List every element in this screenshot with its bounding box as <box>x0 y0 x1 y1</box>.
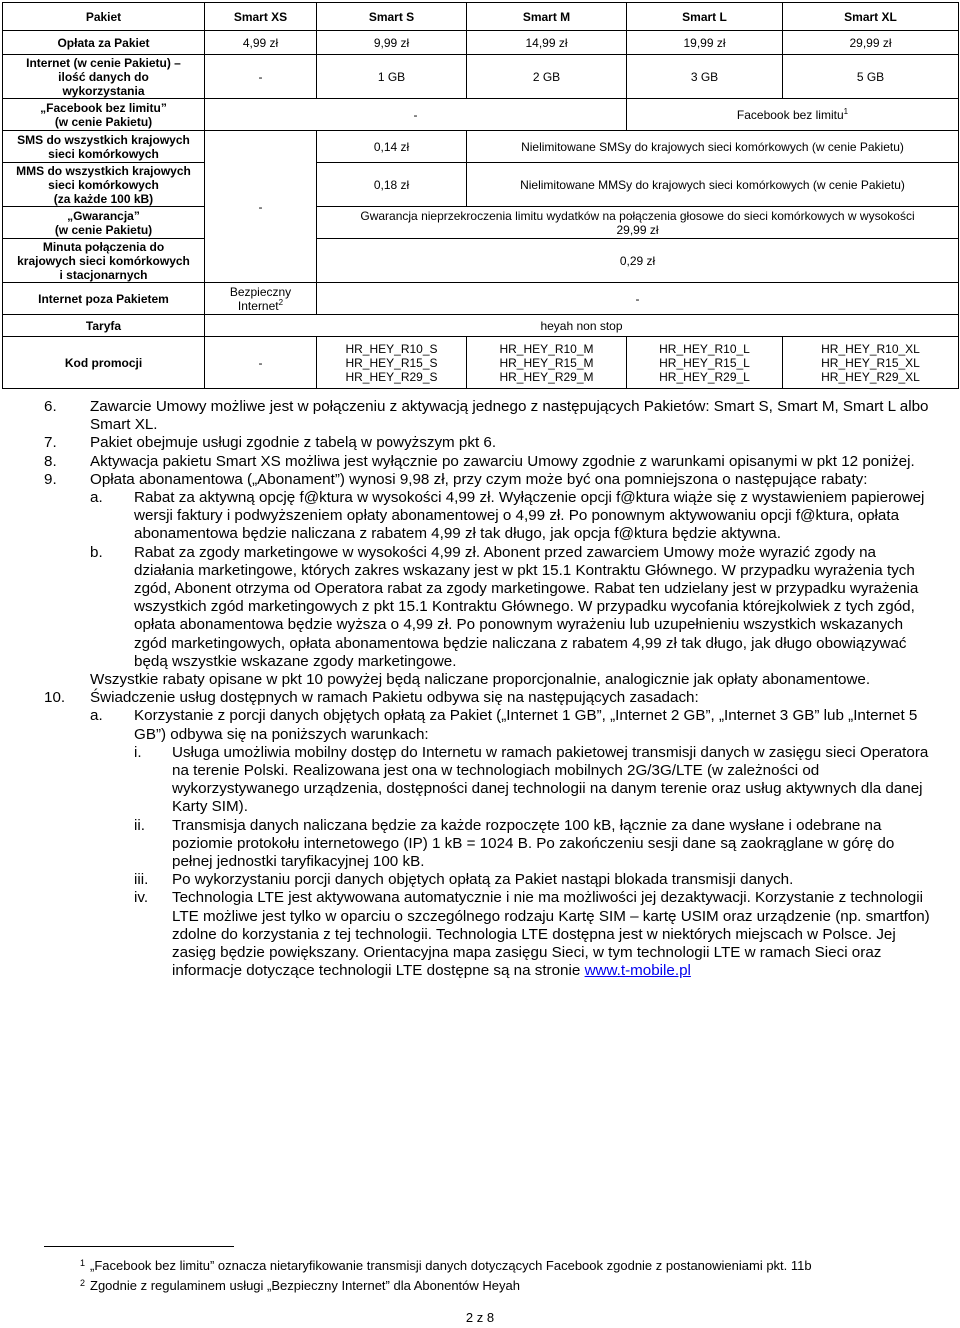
point-letter: b. <box>90 543 103 561</box>
table-cell <box>205 283 317 315</box>
table-row-minuta <box>3 239 959 283</box>
table-cell: HR_HEY_R10_XL HR_HEY_R15_XL HR_HEY_R29_XL <box>783 337 959 389</box>
point-6 <box>44 398 934 434</box>
table-cell: 14,99 zł <box>467 31 627 55</box>
table-cell: - <box>205 99 627 131</box>
point-text: Pakiet obejmuje usługi zgodnie z tabelą w powyższym pkt 6. <box>90 434 497 452</box>
footnote-text: „Facebook bez limitu” oznacza nietaryfikowanie transmisji danych dotyczących Facebook zgodnie z postanowieniami pkt. 11b <box>90 1258 812 1273</box>
point-letter: i. <box>134 743 142 761</box>
table-cell: heyah non stop <box>205 315 959 337</box>
point-text: Rabat za aktywną opcję f@ktura w wysokości 4,99 zł. Wyłączenie opcji f@ktura wiąże się z wystawieniem papierowej wersji faktury i podwyższeniem opłaty abonamentowej o 4,99 zł. Po ponownym aktywowaniu opcji f@ktura, opłata abonamentowa będzie naliczana z rabatem 4,99 zł tak długo, jak opcja f@ktura będzie aktywna. <box>134 489 925 543</box>
row-label: „Gwarancja” (w cenie Pakietu) <box>3 207 205 239</box>
point-text: Zawarcie Umowy możliwe jest w połączeniu z aktywacją jednego z następujących Pakietów: Smart S, Smart M, Smart L albo Smart XL. <box>90 398 929 434</box>
header-cell: Smart S <box>317 3 467 31</box>
row-label: „Facebook bez limitu” (w cenie Pakietu) <box>3 99 205 131</box>
point-9 <box>44 471 934 489</box>
table-cell: HR_HEY_R10_L HR_HEY_R15_L HR_HEY_R29_L <box>627 337 783 389</box>
table-row-facebook <box>3 99 959 131</box>
terms-text <box>44 398 934 981</box>
table-row-internet-poza <box>3 283 959 315</box>
row-label: Taryfa <box>3 315 205 337</box>
row-label: MMS do wszystkich krajowych sieci komórkowych (za każde 100 kB) <box>3 163 205 207</box>
table-cell: HR_HEY_R10_M HR_HEY_R15_M HR_HEY_R29_M <box>467 337 627 389</box>
header-cell: Smart M <box>467 3 627 31</box>
point-text: Usługa umożliwia mobilny dostęp do Internetu w ramach pakietowej transmisji danych w zasięgu sieci Operatora na terenie Polski. Realizowana jest ona w technologiach mobilnych 2G/3G/LTE (w zależności od wykorzystywanego urządzenia, dostępności danej technologii na danym terenie oraz usług aktywnych dla danej Karty SIM). <box>172 743 929 816</box>
point-10a-ii <box>134 817 934 872</box>
facebook-text: Facebook bez limitu <box>736 107 844 122</box>
header-cell: Smart L <box>627 3 783 31</box>
point-9b <box>90 544 934 671</box>
row-label: Internet (w cenie Pakietu) – ilość danych do wykorzystania <box>3 55 205 99</box>
table-cell: Nielimitowane MMSy do krajowych sieci komórkowych (w cenie Pakietu) <box>467 163 959 207</box>
point-text: Opłata abonamentowa („Abonament”) wynosi 9,98 zł, przy czym może być ona pomniejszona o następujące rabaty: <box>90 470 868 488</box>
point-10 <box>44 689 934 707</box>
point-10a-iv <box>134 889 934 980</box>
table-cell: - <box>317 283 959 315</box>
table-row-gwarancja <box>3 207 959 239</box>
point-text: Rabat za zgody marketingowe w wysokości 4,99 zł. Abonent przed zawarciem Umowy może wyrazić zgody na działania marketingowe, których zakres wskazany jest w pkt 15.1 Kontraktu Głównego. W przypadku wyrażenia tych zgód, Abonent otrzyma od Operatora rabat za zgody marketingowe. Rabat ten udzielany jest w przypadku wyrażenia wszystkich zgód marketingowych z pkt 15.1 Kontraktu Głównego. W przypadku wycofania którejkolwiek z tych zgód, opłata abonamentowa będzie wyższa o 4,99 zł. Po ponownym wyrażeniu lub uzupełnieniu wszystkich wskazanych zgód marketingowych, opłata abonamentowa będzie naliczana z rabatem 4,99 zł tak długo, jak długo obowiązywać będą wszystkie wskazane zgody marketingowe. <box>134 543 919 670</box>
table-header-row <box>3 3 959 31</box>
point-letter: iv. <box>134 889 149 907</box>
table-cell: 0,29 zł <box>317 239 959 283</box>
point-10a <box>90 707 934 743</box>
point-letter: ii. <box>134 816 145 834</box>
header-cell: Smart XS <box>205 3 317 31</box>
point-number: 10. <box>44 689 66 707</box>
point-number: 9. <box>44 470 57 488</box>
point-text: Aktywacja pakietu Smart XS możliwa jest wyłącznie po zawarciu Umowy zgodnie z warunkami opisanymi w pkt 12 poniżej. <box>90 452 915 470</box>
table-row-mms <box>3 163 959 207</box>
table-row-data <box>3 55 959 99</box>
row-label: Internet poza Pakietem <box>3 283 205 315</box>
footnote-number: 2 <box>80 1278 86 1288</box>
table-cell: - <box>205 55 317 99</box>
point-text: Korzystanie z porcji danych objętych opłatą za Pakiet („Internet 1 GB”, „Internet 2 GB”, „Internet 3 GB” lub „Internet 5 GB”) odbywa się na poniższych warunkach: <box>134 707 918 743</box>
table-cell: 2 GB <box>467 55 627 99</box>
point-text: Technologia LTE jest aktywowana automatycznie i nie ma możliwości jej dezaktywacji. Korzystanie z technologii LTE możliwe jest tylko w oparciu o szczególnego rodzaju Kartę SIM – kartę USIM oraz urządzenie (np. smartfon) zdolne do korzystania z tej technologii. Technologia LTE dostępna jest w niektórych miejscach w Polsce. Jej zasięg będzie powiększany. Orientacyjna mapa zasięgu Sieci, w tym technologii LTE w ramach Sieci oraz informacje dotyczące technologii LTE dostępne są na stronie <box>172 889 930 980</box>
footnote-number: 1 <box>80 1258 86 1268</box>
footnote-2 <box>80 1278 520 1294</box>
table-cell: HR_HEY_R10_S HR_HEY_R15_S HR_HEY_R29_S <box>317 337 467 389</box>
table-cell: 9,99 zł <box>317 31 467 55</box>
point-10a-iii <box>134 871 934 889</box>
bezpieczny-text: Bezpieczny Internet <box>229 284 292 313</box>
table-cell: 29,99 zł <box>783 31 959 55</box>
t-mobile-link[interactable]: www.t-mobile.pl <box>584 962 691 980</box>
table-cell: 4,99 zł <box>205 31 317 55</box>
point-10a-i <box>134 744 934 817</box>
point-number: 6. <box>44 398 57 415</box>
table-cell <box>627 99 959 131</box>
header-cell: Smart XL <box>783 3 959 31</box>
page-number: 2 z 8 <box>465 1310 495 1325</box>
table-row-sms <box>3 131 959 163</box>
point-9-end: Wszystkie rabaty opisane w pkt 10 powyżej będą naliczane proporcjonalnie, analogicznie jak opłaty abonamentowe. <box>90 671 871 689</box>
table-cell: Gwarancja nieprzekroczenia limitu wydatków na połączenia głosowe do sieci komórkowych w wysokości 29,99 zł <box>317 207 959 239</box>
footnote-text: Zgodnie z regulaminem usługi „Bezpieczny Internet” dla Abonentów Heyah <box>90 1278 520 1293</box>
header-cell: Pakiet <box>3 3 205 31</box>
row-label: Opłata za Pakiet <box>3 31 205 55</box>
row-label: Minuta połączenia do krajowych sieci komórkowych i stacjonarnych <box>3 239 205 283</box>
footnote-ref: 1 <box>843 106 849 116</box>
table-cell: 5 GB <box>783 55 959 99</box>
pricing-table <box>2 2 959 389</box>
point-number: 8. <box>44 452 57 470</box>
point-text: Transmisja danych naliczana będzie za każde rozpoczęte 100 kB, łącznie za dane wysłane i odebrane na poziomie protokołu internetowego (IP) 1 kB = 1024 B. Po zakończeniu sesji dane są zaokrąglane w górę do pełnej jednostki taryfikacyjnej 100 kB. <box>172 816 895 871</box>
point-letter: a. <box>90 489 103 507</box>
table-cell: - <box>205 337 317 389</box>
table-cell: 0,18 zł <box>317 163 467 207</box>
row-label: Kod promocji <box>3 337 205 389</box>
table-cell: 1 GB <box>317 55 467 99</box>
table-cell: 0,14 zł <box>317 131 467 163</box>
table-cell: Nielimitowane SMSy do krajowych sieci komórkowych (w cenie Pakietu) <box>467 131 959 163</box>
table-cell: 3 GB <box>627 55 783 99</box>
table-row-kod <box>3 337 959 389</box>
point-9a <box>90 489 934 544</box>
point-8 <box>44 453 934 471</box>
footnote-1 <box>80 1258 812 1274</box>
table-cell-xs-dash: - <box>205 131 317 283</box>
point-letter: a. <box>90 707 103 725</box>
point-text-wrap <box>172 889 934 980</box>
table-row-taryfa <box>3 315 959 337</box>
point-number: 7. <box>44 434 57 452</box>
footnote-divider <box>44 1246 234 1247</box>
table-cell: 19,99 zł <box>627 31 783 55</box>
point-7 <box>44 434 934 452</box>
point-letter: iii. <box>134 871 149 889</box>
footnote-ref: 2 <box>278 297 284 307</box>
table-row-fee <box>3 31 959 55</box>
point-text: Po wykorzystaniu porcji danych objętych opłatą za Pakiet nastąpi blokada transmisji danych. <box>172 871 794 889</box>
point-text: Świadczenie usług dostępnych w ramach Pakietu odbywa się na następujących zasadach: <box>90 689 699 707</box>
row-label: SMS do wszystkich krajowych sieci komórkowych <box>3 131 205 163</box>
